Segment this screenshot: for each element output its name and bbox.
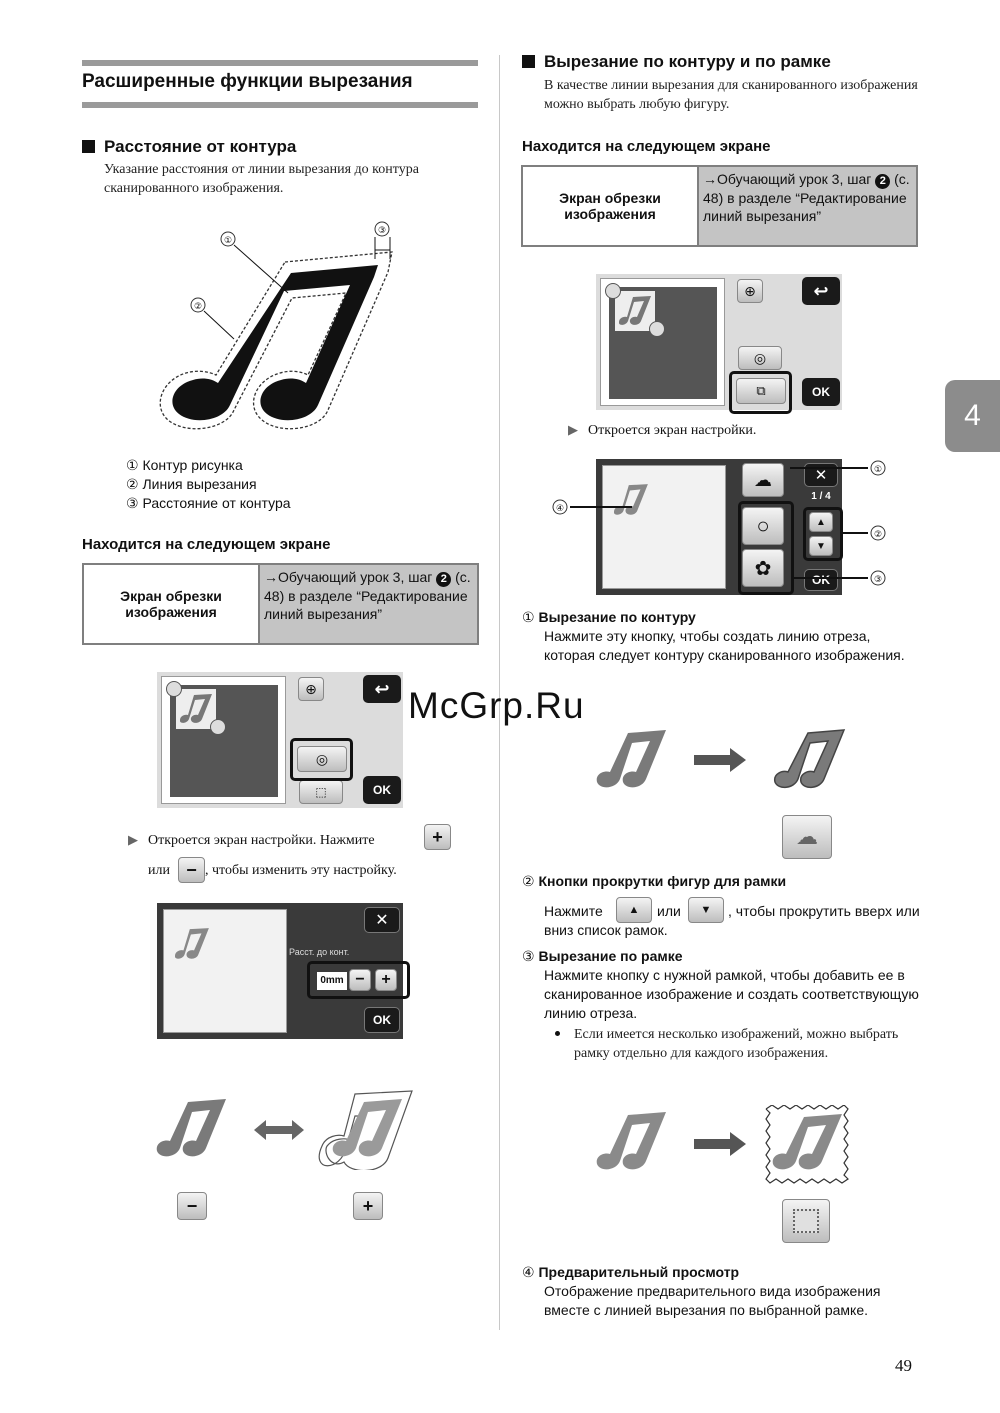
legend-item: ② Линия вырезания bbox=[126, 476, 257, 492]
step-number-badge: 2 bbox=[875, 174, 890, 189]
zoom-in-icon: ⊕ bbox=[744, 282, 756, 299]
circle-frame-icon: ○ bbox=[756, 513, 770, 538]
step-instruction-left-3: , чтобы изменить эту настройку. bbox=[205, 863, 397, 878]
item-scroll-buttons: ② Кнопки прокрутки фигур для рамки bbox=[522, 873, 787, 889]
frame-button[interactable] bbox=[782, 1199, 830, 1243]
callout-3: ③ bbox=[377, 225, 387, 235]
page-indicator: 1 / 4 bbox=[811, 491, 831, 502]
zoom-in-icon: ⊕ bbox=[305, 680, 317, 697]
title-rule-bottom bbox=[82, 102, 478, 108]
table-screen-name: Экран обрезки изображения bbox=[523, 167, 699, 245]
ok-button[interactable]: OK bbox=[804, 569, 838, 591]
item-scroll-text-b: или bbox=[657, 903, 681, 919]
outline-cut-button[interactable] bbox=[782, 815, 832, 859]
highlight-callout bbox=[729, 371, 792, 414]
plus-button[interactable]: + bbox=[353, 1192, 383, 1220]
plus-button[interactable]: + bbox=[424, 824, 451, 850]
offset-value: 0mm bbox=[317, 972, 347, 990]
step-instruction-left-2: или bbox=[148, 863, 170, 878]
undo-button[interactable] bbox=[802, 277, 840, 305]
preview-panel bbox=[161, 676, 286, 804]
callout-2: ② bbox=[193, 301, 203, 311]
item-frame-cut: ③ Вырезание по рамке Нажмите кнопку с нужной рамкой, чтобы добавить ее в сканированное изображение и создать соответствующую линию отреза. Если имеется несколько изображений, можно выбрать рамку отдельно для каждого изображения. bbox=[522, 948, 919, 1061]
double-arrow-icon bbox=[254, 1120, 304, 1140]
resize-handle-icon[interactable] bbox=[649, 321, 665, 337]
preview-panel bbox=[600, 278, 725, 406]
resize-handle-icon[interactable] bbox=[605, 283, 621, 299]
outline-offset-icon: ◎ bbox=[753, 349, 767, 366]
zoom-button[interactable] bbox=[737, 279, 763, 303]
bullet-icon bbox=[555, 1031, 560, 1036]
offset-label: Расст. до конт. bbox=[289, 947, 350, 957]
resize-handle-icon[interactable] bbox=[166, 681, 182, 697]
arrow-up-icon: ▲ bbox=[816, 516, 826, 528]
arrow-right-icon bbox=[694, 748, 746, 772]
callout-1: ① bbox=[873, 464, 883, 474]
step-number-badge: 2 bbox=[436, 572, 451, 587]
legend-item: ① Контур рисунка bbox=[126, 457, 243, 473]
page-title: Расширенные функции вырезания bbox=[82, 71, 413, 92]
item-scroll-text-a: Нажмите bbox=[544, 903, 603, 919]
table-reference: →Обучающий урок 3, шаг 2 (с. 48) в разделе “Редактирование линий вырезания” bbox=[260, 565, 477, 643]
legend bbox=[126, 456, 291, 513]
frame-icon: ⧉ bbox=[756, 383, 766, 398]
arrow-right-icon bbox=[694, 1132, 746, 1156]
reference-table-left bbox=[82, 563, 479, 645]
minus-button[interactable]: − bbox=[178, 857, 205, 883]
music-note-icon bbox=[175, 927, 211, 961]
screen-crop-left bbox=[157, 672, 403, 808]
music-note-icon bbox=[775, 730, 844, 787]
location-heading-left: Находится на следующем экране bbox=[82, 536, 331, 553]
callout-2: ② bbox=[873, 529, 883, 539]
music-note-icon bbox=[597, 1112, 666, 1169]
item-outline-cut: ① Вырезание по контуру Нажмите эту кнопку, чтобы создать линию отреза, которая следует контуру сканированного изображения. bbox=[522, 609, 905, 663]
callout-4: ④ bbox=[555, 503, 565, 513]
zigzag-frame-icon bbox=[793, 1209, 819, 1233]
close-icon: ✕ bbox=[375, 912, 389, 929]
plus-button[interactable]: + bbox=[375, 969, 397, 991]
return-icon: ↩ bbox=[813, 280, 829, 301]
item-preview: ④ Предварительный просмотр Отображение предварительного вида изображения вместе с линией вырезания по выбранной рамке. bbox=[522, 1264, 881, 1318]
music-note-icon bbox=[180, 693, 214, 725]
resize-handle-icon[interactable] bbox=[210, 719, 226, 735]
outline-shape-icon: ☁ bbox=[796, 824, 818, 849]
return-icon: ↩ bbox=[374, 678, 390, 699]
table-reference: →Обучающий урок 3, шаг 2 (с. 48) в разделе “Редактирование линий вырезания” bbox=[699, 167, 916, 245]
step-instruction-left: ▶ Откроется экран настройки. Нажмите bbox=[128, 832, 375, 848]
ok-button[interactable]: OK bbox=[363, 776, 401, 804]
music-note-icon bbox=[157, 1099, 226, 1156]
music-note-icon bbox=[619, 295, 653, 327]
frame-example bbox=[590, 1105, 852, 1185]
section-desc-offset: Указание расстояния от линии вырезания до контура сканированного изображения. bbox=[104, 162, 419, 196]
minus-button[interactable]: − bbox=[349, 969, 371, 991]
music-note-icon bbox=[597, 730, 666, 787]
reference-table-right bbox=[521, 165, 918, 247]
screen-crop-right bbox=[596, 274, 842, 410]
section-desc-frame: В качестве линии вырезания для сканированного изображения можно выбрать любую фигуру. bbox=[544, 78, 918, 112]
undo-button[interactable] bbox=[363, 675, 401, 703]
outline-distance-button[interactable] bbox=[738, 346, 782, 370]
frame-button[interactable] bbox=[299, 780, 343, 804]
arrow-up-icon: ▲ bbox=[628, 904, 640, 916]
square-bullet-icon bbox=[522, 55, 535, 68]
highlight-callout bbox=[307, 961, 410, 999]
chapter-tab: 4 bbox=[945, 380, 1000, 452]
section-heading-offset: Расстояние от контура bbox=[82, 137, 296, 157]
callout-1: ① bbox=[223, 235, 233, 245]
title-rule-top bbox=[82, 60, 478, 66]
step-instruction-right: ▶ Откроется экран настройки. bbox=[568, 422, 757, 438]
arrow-down-icon: ▼ bbox=[700, 904, 712, 916]
close-button[interactable] bbox=[364, 907, 400, 933]
item-scroll-text-c: , чтобы прокрутить вверх или вниз список рамок. bbox=[544, 903, 920, 938]
frame-icon: ⬚ bbox=[315, 785, 327, 799]
legend-item: ③ Расстояние от контура bbox=[126, 495, 291, 511]
ok-button[interactable]: OK bbox=[802, 378, 840, 406]
screen4-callout-lines bbox=[540, 455, 900, 595]
offset-diagram bbox=[150, 215, 410, 445]
outline-shape-icon: ☁ bbox=[754, 469, 772, 490]
table-screen-name: Экран обрезки изображения bbox=[84, 565, 260, 643]
scalloped-frame-icon: ✿ bbox=[754, 557, 772, 580]
note-comparison bbox=[150, 1090, 420, 1170]
close-icon: ✕ bbox=[814, 467, 828, 484]
square-bullet-icon bbox=[82, 140, 95, 153]
highlight-callout bbox=[290, 738, 353, 781]
ok-button[interactable]: OK bbox=[364, 1007, 400, 1033]
minus-button[interactable]: − bbox=[177, 1192, 207, 1220]
arrow-down-icon: ▼ bbox=[816, 540, 826, 552]
watermark: McGrp.Ru bbox=[408, 685, 585, 726]
outline-offset-icon: ◎ bbox=[315, 750, 329, 767]
section-heading-frame: Вырезание по контуру и по рамке bbox=[522, 52, 831, 72]
zoom-button[interactable] bbox=[298, 677, 324, 701]
music-note-icon bbox=[172, 265, 378, 420]
callout-3: ③ bbox=[873, 574, 883, 584]
location-heading-right: Находится на следующем экране bbox=[522, 138, 771, 155]
page-number: 49 bbox=[895, 1356, 912, 1375]
